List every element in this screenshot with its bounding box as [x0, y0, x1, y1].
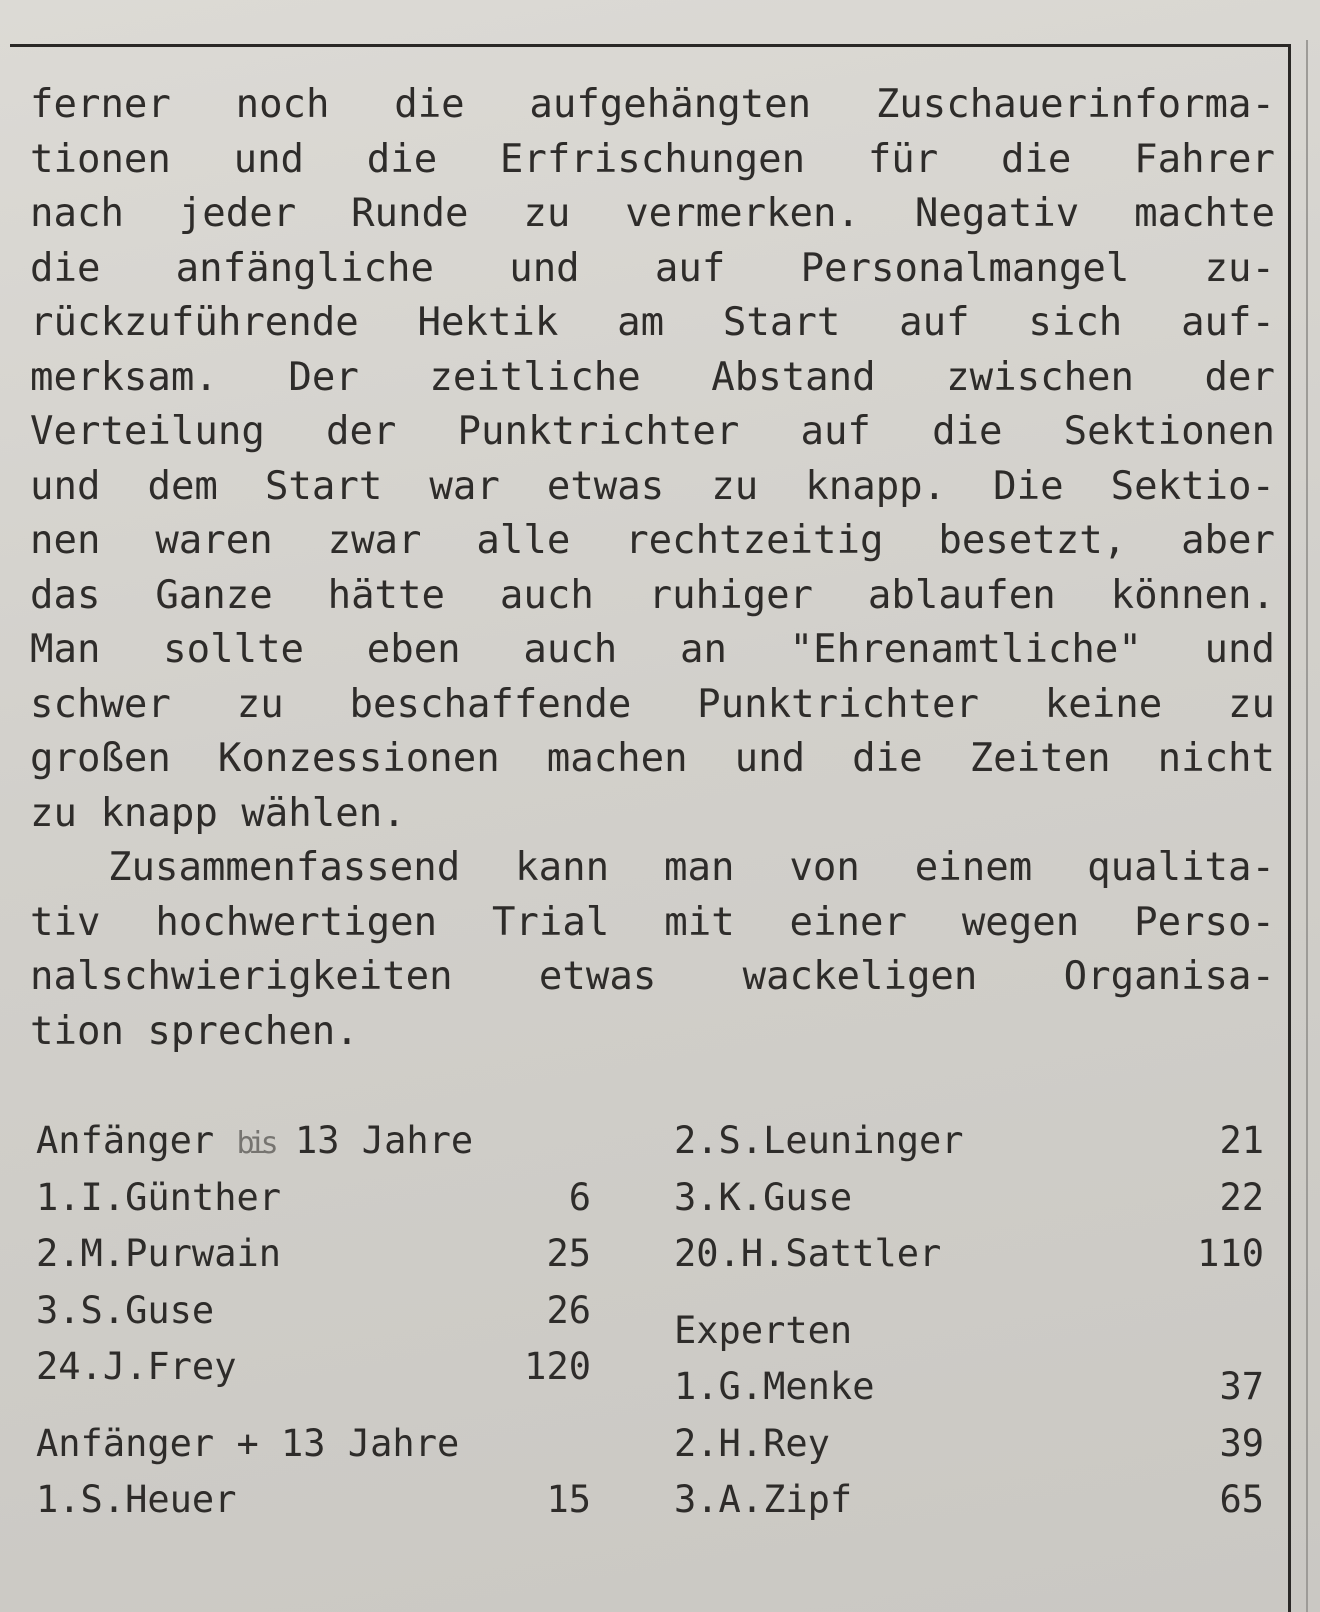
result-row: [674, 1226, 1264, 1283]
rider-name: 1.G.Menke: [674, 1365, 875, 1408]
rider-points: 37: [1219, 1365, 1264, 1408]
result-row: [36, 1283, 591, 1340]
rider-name: 3.K.Guse: [674, 1175, 853, 1219]
rider-points: 21: [1219, 1119, 1264, 1162]
text-line: Zusammenfassend kann man von einem qualita-: [108, 845, 1275, 890]
text-line: ferner noch die aufgehängten Zuschauerinforma-: [30, 82, 1275, 127]
rider-points: 65: [1219, 1478, 1264, 1521]
result-row: [674, 1359, 1264, 1416]
result-row: [36, 1170, 591, 1227]
result-row: [36, 1226, 591, 1283]
text-line: Verteilung der Punktrichter auf die Sektionen: [30, 409, 1275, 454]
result-row: [36, 1339, 591, 1396]
rider-points: 26: [546, 1288, 591, 1332]
rider-points: 25: [546, 1232, 591, 1275]
rider-name: 2.H.Rey: [674, 1421, 830, 1465]
smudged-text: bis: [236, 1126, 273, 1161]
text-line: großen Konzessionen machen und die Zeiten nicht: [30, 736, 1275, 781]
text-line: nen waren zwar alle rechtzeitig besetzt, aber: [30, 518, 1275, 563]
result-row: [674, 1113, 1264, 1170]
rider-points: 15: [546, 1478, 591, 1521]
rider-name: 20.H.Sattler: [674, 1232, 942, 1275]
text-line: tiv hochwertigen Trial mit einer wegen Perso-: [30, 899, 1275, 945]
rider-name: 24.J.Frey: [36, 1345, 237, 1388]
results-left-column: [36, 1113, 591, 1529]
text-line: die anfängliche und auf Personalmangel zu-: [30, 245, 1275, 291]
rider-points: 39: [1219, 1421, 1264, 1465]
rider-points: 6: [568, 1175, 591, 1219]
rider-name: 3.A.Zipf: [674, 1478, 853, 1521]
results-right-column: [674, 1113, 1264, 1529]
rider-points: 110: [1197, 1232, 1264, 1275]
article-text: [30, 78, 1275, 1059]
rider-name: 2.S.Leuninger: [674, 1119, 964, 1162]
rider-name: 2.M.Purwain: [36, 1232, 282, 1275]
category-heading: Experten: [674, 1308, 853, 1352]
rider-name: 3.S.Guse: [36, 1288, 215, 1332]
text-line: rückzuführende Hektik am Start auf sich auf-: [30, 300, 1275, 345]
category-title: Anfänger: [36, 1119, 215, 1162]
text-line: nach jeder Runde zu vermerken. Negativ machte: [30, 191, 1275, 236]
rider-points: 120: [524, 1345, 591, 1388]
rider-name: 1.S.Heuer: [36, 1478, 237, 1521]
rider-name: 1.I.Günther: [36, 1175, 282, 1219]
result-row: [674, 1472, 1264, 1529]
text-line: merksam. Der zeitliche Abstand zwischen der: [30, 354, 1275, 400]
text-line: Man sollte eben auch an "Ehrenamtliche" und: [30, 627, 1275, 672]
text-line: tionen und die Erfrischungen für die Fahrer: [30, 136, 1275, 182]
text-line: zu knapp wählen.: [30, 790, 406, 836]
text-line: nalschwierigkeiten etwas wackeligen Organisa-: [30, 954, 1275, 999]
text-line: tion sprechen.: [30, 1008, 359, 1054]
category-title: 13 Jahre: [294, 1119, 474, 1162]
page-edge: [1306, 40, 1308, 1612]
top-rule: [10, 44, 1290, 47]
result-row: [36, 1472, 591, 1529]
category-heading: [36, 1113, 591, 1170]
result-row: [674, 1416, 1264, 1473]
text-line: das Ganze hätte auch ruhiger ablaufen können.: [30, 572, 1275, 618]
category-heading: Anfänger + 13 Jahre: [36, 1421, 460, 1465]
text-line: und dem Start war etwas zu knapp. Die Sektio-: [30, 463, 1275, 509]
result-row: [674, 1170, 1264, 1227]
rider-points: 22: [1219, 1175, 1264, 1219]
text-line: schwer zu beschaffende Punktrichter keine zu: [30, 681, 1275, 727]
right-rule: [1288, 44, 1291, 1612]
